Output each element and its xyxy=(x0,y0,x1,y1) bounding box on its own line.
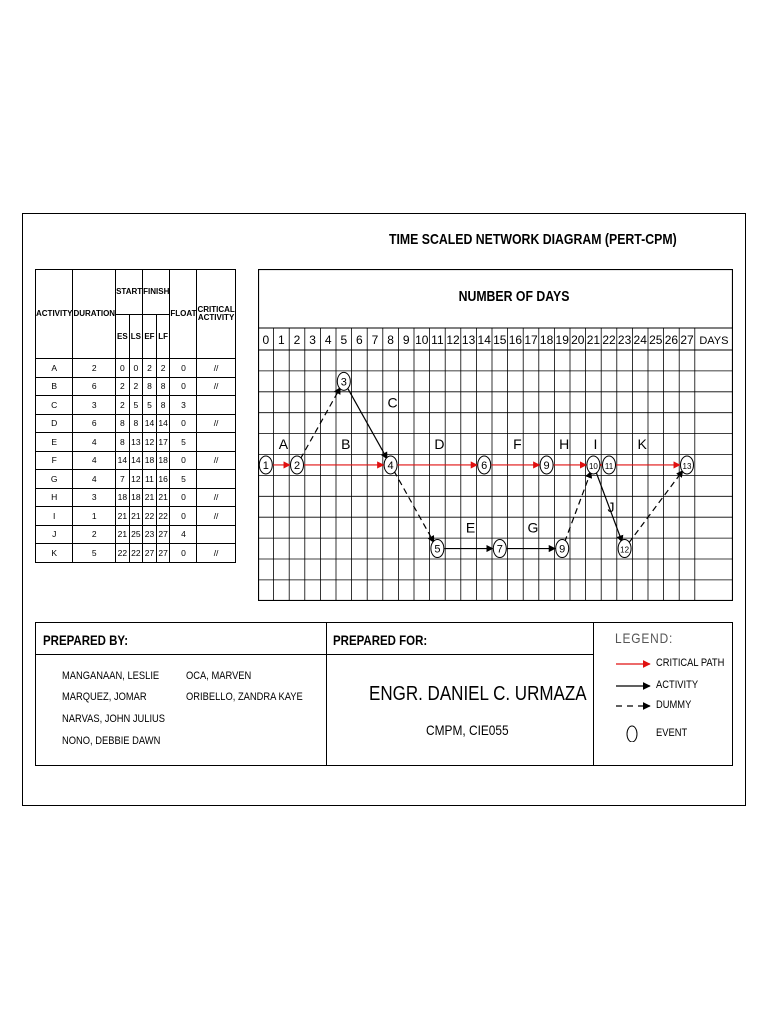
activity-label: K xyxy=(637,436,647,453)
table-cell-ef: 11 xyxy=(143,470,157,489)
table-cell-critical xyxy=(197,433,235,452)
legend-title: LEGEND: xyxy=(615,630,674,646)
table-cell-ls: 12 xyxy=(129,470,143,489)
table-row xyxy=(36,414,236,433)
table-cell-activity: B xyxy=(36,377,73,396)
activity-table-body xyxy=(36,359,236,563)
activity-label: C xyxy=(387,394,398,411)
table-cell-critical xyxy=(197,396,235,415)
day-tick-label: 24 xyxy=(633,333,647,347)
table-cell-lf: 14 xyxy=(156,414,170,433)
table-cell-activity: H xyxy=(36,488,73,507)
activity-label: A xyxy=(278,436,289,453)
event-label: 10 xyxy=(588,461,598,471)
table-cell-activity: E xyxy=(36,433,73,452)
table-cell-duration: 3 xyxy=(73,488,116,507)
table-row xyxy=(36,544,236,563)
prepared-for-divider xyxy=(326,654,594,655)
table-cell-ls: 13 xyxy=(129,433,143,452)
table-cell-activity: K xyxy=(36,544,73,563)
day-tick-label: 25 xyxy=(649,333,663,347)
activity-label: E xyxy=(465,519,476,536)
table-cell-critical: // xyxy=(197,488,235,507)
activity-label: H xyxy=(559,436,570,453)
day-tick-label: 6 xyxy=(356,333,363,347)
day-tick-label: 5 xyxy=(340,333,348,347)
table-cell-ls: 2 xyxy=(129,377,143,396)
prepared-by-name: ORIBELLO, ZANDRA KAYE xyxy=(186,691,303,703)
table-cell-duration: 2 xyxy=(73,359,116,378)
event-label: 9 xyxy=(543,459,550,472)
table-cell-lf: 27 xyxy=(156,525,170,544)
table-cell-ef: 18 xyxy=(143,451,157,470)
network-diagram xyxy=(258,269,733,601)
header-finish: FINISH xyxy=(143,270,170,315)
table-row xyxy=(36,488,236,507)
table-cell-es: 14 xyxy=(116,451,130,470)
days-axis-label: DAYS xyxy=(699,335,729,347)
event-label: 3 xyxy=(340,376,347,389)
prepared-by-label: PREPARED BY: xyxy=(43,632,129,648)
table-cell-ls: 25 xyxy=(129,525,143,544)
day-tick-label: 16 xyxy=(508,333,523,347)
prepared-by-name: OCA, MARVEN xyxy=(186,670,252,682)
table-cell-lf: 22 xyxy=(156,507,170,526)
activity-label: G xyxy=(527,519,539,536)
prepared-by-name: NARVAS, JOHN JULIUS xyxy=(62,713,166,725)
table-cell-lf: 27 xyxy=(156,544,170,563)
table-cell-activity: I xyxy=(36,507,73,526)
prepared-by-name: NONO, DEBBIE DAWN xyxy=(62,735,161,747)
table-cell-lf: 8 xyxy=(156,377,170,396)
activity-label: B xyxy=(341,436,351,453)
day-tick-label: 19 xyxy=(555,333,569,347)
day-tick-label: 1 xyxy=(278,333,285,347)
table-cell-es: 2 xyxy=(116,396,130,415)
table-cell-ls: 5 xyxy=(129,396,143,415)
table-cell-float: 0 xyxy=(170,359,197,378)
table-cell-lf: 17 xyxy=(156,433,170,452)
table-cell-critical: // xyxy=(197,377,235,396)
table-cell-es: 22 xyxy=(116,544,130,563)
activity-table xyxy=(35,269,236,563)
table-cell-critical xyxy=(197,525,235,544)
table-cell-es: 2 xyxy=(116,377,130,396)
table-cell-es: 21 xyxy=(116,507,130,526)
table-cell-float: 4 xyxy=(170,525,197,544)
legend-activity: ACTIVITY xyxy=(656,679,699,691)
table-cell-lf: 16 xyxy=(156,470,170,489)
day-tick-label: 13 xyxy=(461,333,476,347)
table-cell-activity: J xyxy=(36,525,73,544)
dummy-link xyxy=(565,472,591,542)
network-heading: NUMBER OF DAYS xyxy=(458,287,570,305)
table-cell-lf: 8 xyxy=(156,396,170,415)
day-tick-label: 15 xyxy=(493,333,507,347)
table-row xyxy=(36,396,236,415)
table-row xyxy=(36,470,236,489)
table-cell-ef: 12 xyxy=(143,433,157,452)
event-label: 13 xyxy=(682,461,692,471)
table-cell-duration: 6 xyxy=(73,414,116,433)
activity-label: D xyxy=(434,436,445,453)
table-cell-activity: C xyxy=(36,396,73,415)
header-ef: EF xyxy=(143,315,157,359)
table-cell-ef: 5 xyxy=(143,396,157,415)
header-activity: ACTIVITY xyxy=(36,270,73,359)
day-tick-label: 14 xyxy=(477,333,491,347)
table-cell-lf: 21 xyxy=(156,488,170,507)
day-tick-label: 9 xyxy=(402,333,410,347)
table-row xyxy=(36,525,236,544)
event-label: 2 xyxy=(293,459,301,472)
day-tick-label: 8 xyxy=(387,333,394,347)
legend-symbols xyxy=(612,652,662,742)
table-cell-float: 0 xyxy=(170,488,197,507)
table-cell-lf: 18 xyxy=(156,451,170,470)
day-tick-label: 20 xyxy=(571,333,585,347)
legend-event: EVENT xyxy=(656,727,688,739)
day-tick-label: 3 xyxy=(309,333,316,347)
table-cell-duration: 6 xyxy=(73,377,116,396)
table-cell-float: 3 xyxy=(170,396,197,415)
event-label: 12 xyxy=(620,545,630,555)
activity-label: J xyxy=(607,498,615,515)
table-cell-es: 8 xyxy=(116,414,130,433)
table-cell-lf: 2 xyxy=(156,359,170,378)
table-cell-es: 0 xyxy=(116,359,130,378)
dummy-link xyxy=(629,471,683,543)
header-ls: LS xyxy=(129,315,143,359)
event-label: 4 xyxy=(387,459,394,472)
table-row xyxy=(36,507,236,526)
day-tick-label: 2 xyxy=(293,333,301,347)
event-label: 6 xyxy=(481,459,488,472)
table-cell-duration: 1 xyxy=(73,507,116,526)
prepared-by-name: MANGANAAN, LESLIE xyxy=(62,670,160,682)
day-tick-label: 0 xyxy=(262,333,270,347)
table-cell-ef: 27 xyxy=(143,544,157,563)
table-cell-float: 0 xyxy=(170,451,197,470)
table-cell-ls: 8 xyxy=(129,414,143,433)
table-cell-activity: F xyxy=(36,451,73,470)
table-cell-ls: 21 xyxy=(129,507,143,526)
table-row xyxy=(36,451,236,470)
table-cell-es: 7 xyxy=(116,470,130,489)
table-cell-critical xyxy=(197,470,235,489)
table-cell-es: 18 xyxy=(116,488,130,507)
day-tick-label: 18 xyxy=(539,333,554,347)
event-label: 1 xyxy=(262,459,269,472)
day-tick-label: 21 xyxy=(586,333,601,347)
header-critical: CRITICAL ACTIVITY xyxy=(197,270,235,359)
header-start: START xyxy=(116,270,143,315)
table-cell-float: 5 xyxy=(170,433,197,452)
table-cell-critical: // xyxy=(197,451,235,470)
table-cell-float: 0 xyxy=(170,507,197,526)
legend-dummy: DUMMY xyxy=(656,699,692,711)
day-tick-label: 23 xyxy=(617,333,632,347)
table-cell-critical: // xyxy=(197,544,235,563)
table-cell-ef: 22 xyxy=(143,507,157,526)
activity-label: F xyxy=(513,436,522,453)
header-lf: LF xyxy=(156,315,170,359)
prepared-for-course: CMPM, CIE055 xyxy=(426,722,509,738)
legend-event-circle xyxy=(627,726,637,742)
prepared-by-name: MARQUEZ, JOMAR xyxy=(62,691,147,703)
day-tick-label: 26 xyxy=(664,333,679,347)
page-title: TIME SCALED NETWORK DIAGRAM (PERT-CPM) xyxy=(389,231,677,248)
table-cell-duration: 5 xyxy=(73,544,116,563)
table-cell-critical: // xyxy=(197,414,235,433)
table-cell-es: 8 xyxy=(116,433,130,452)
header-es: ES xyxy=(116,315,130,359)
day-tick-label: 12 xyxy=(446,333,460,347)
table-cell-activity: D xyxy=(36,414,73,433)
table-cell-ls: 14 xyxy=(129,451,143,470)
event-label: 7 xyxy=(496,543,503,556)
table-cell-critical: // xyxy=(197,507,235,526)
table-cell-ef: 21 xyxy=(143,488,157,507)
table-cell-ls: 22 xyxy=(129,544,143,563)
table-cell-ef: 8 xyxy=(143,377,157,396)
table-cell-float: 0 xyxy=(170,377,197,396)
table-cell-duration: 4 xyxy=(73,470,116,489)
table-cell-float: 5 xyxy=(170,470,197,489)
table-cell-activity: G xyxy=(36,470,73,489)
table-cell-ls: 0 xyxy=(129,359,143,378)
prepared-by-divider xyxy=(35,654,327,655)
day-tick-label: 11 xyxy=(431,333,444,347)
day-tick-label: 17 xyxy=(524,333,538,347)
prepared-for-label: PREPARED FOR: xyxy=(333,632,428,648)
table-cell-ef: 14 xyxy=(143,414,157,433)
table-cell-ef: 2 xyxy=(143,359,157,378)
event-label: 9 xyxy=(559,543,566,556)
table-cell-duration: 3 xyxy=(73,396,116,415)
table-cell-duration: 4 xyxy=(73,433,116,452)
day-tick-label: 27 xyxy=(680,333,694,347)
day-tick-label: 7 xyxy=(371,333,379,347)
prepared-for-name: ENGR. DANIEL C. URMAZA xyxy=(369,683,587,705)
event-label: 5 xyxy=(434,543,441,556)
table-cell-ef: 23 xyxy=(143,525,157,544)
table-cell-float: 0 xyxy=(170,544,197,563)
table-cell-critical: // xyxy=(197,359,235,378)
table-cell-es: 21 xyxy=(116,525,130,544)
table-cell-float: 0 xyxy=(170,414,197,433)
header-duration: DURATION xyxy=(73,270,116,359)
event-label: 11 xyxy=(604,461,614,471)
day-tick-label: 4 xyxy=(324,333,332,347)
legend-critical-path: CRITICAL PATH xyxy=(656,657,725,669)
day-tick-label: 10 xyxy=(415,333,429,347)
table-cell-duration: 2 xyxy=(73,525,116,544)
table-row xyxy=(36,433,236,452)
activity-label: I xyxy=(593,436,598,453)
day-tick-label: 22 xyxy=(602,333,616,347)
table-cell-duration: 4 xyxy=(73,451,116,470)
table-row xyxy=(36,359,236,378)
header-float: FLOAT xyxy=(170,270,197,359)
table-row xyxy=(36,377,236,396)
table-cell-activity: A xyxy=(36,359,73,378)
table-cell-ls: 18 xyxy=(129,488,143,507)
